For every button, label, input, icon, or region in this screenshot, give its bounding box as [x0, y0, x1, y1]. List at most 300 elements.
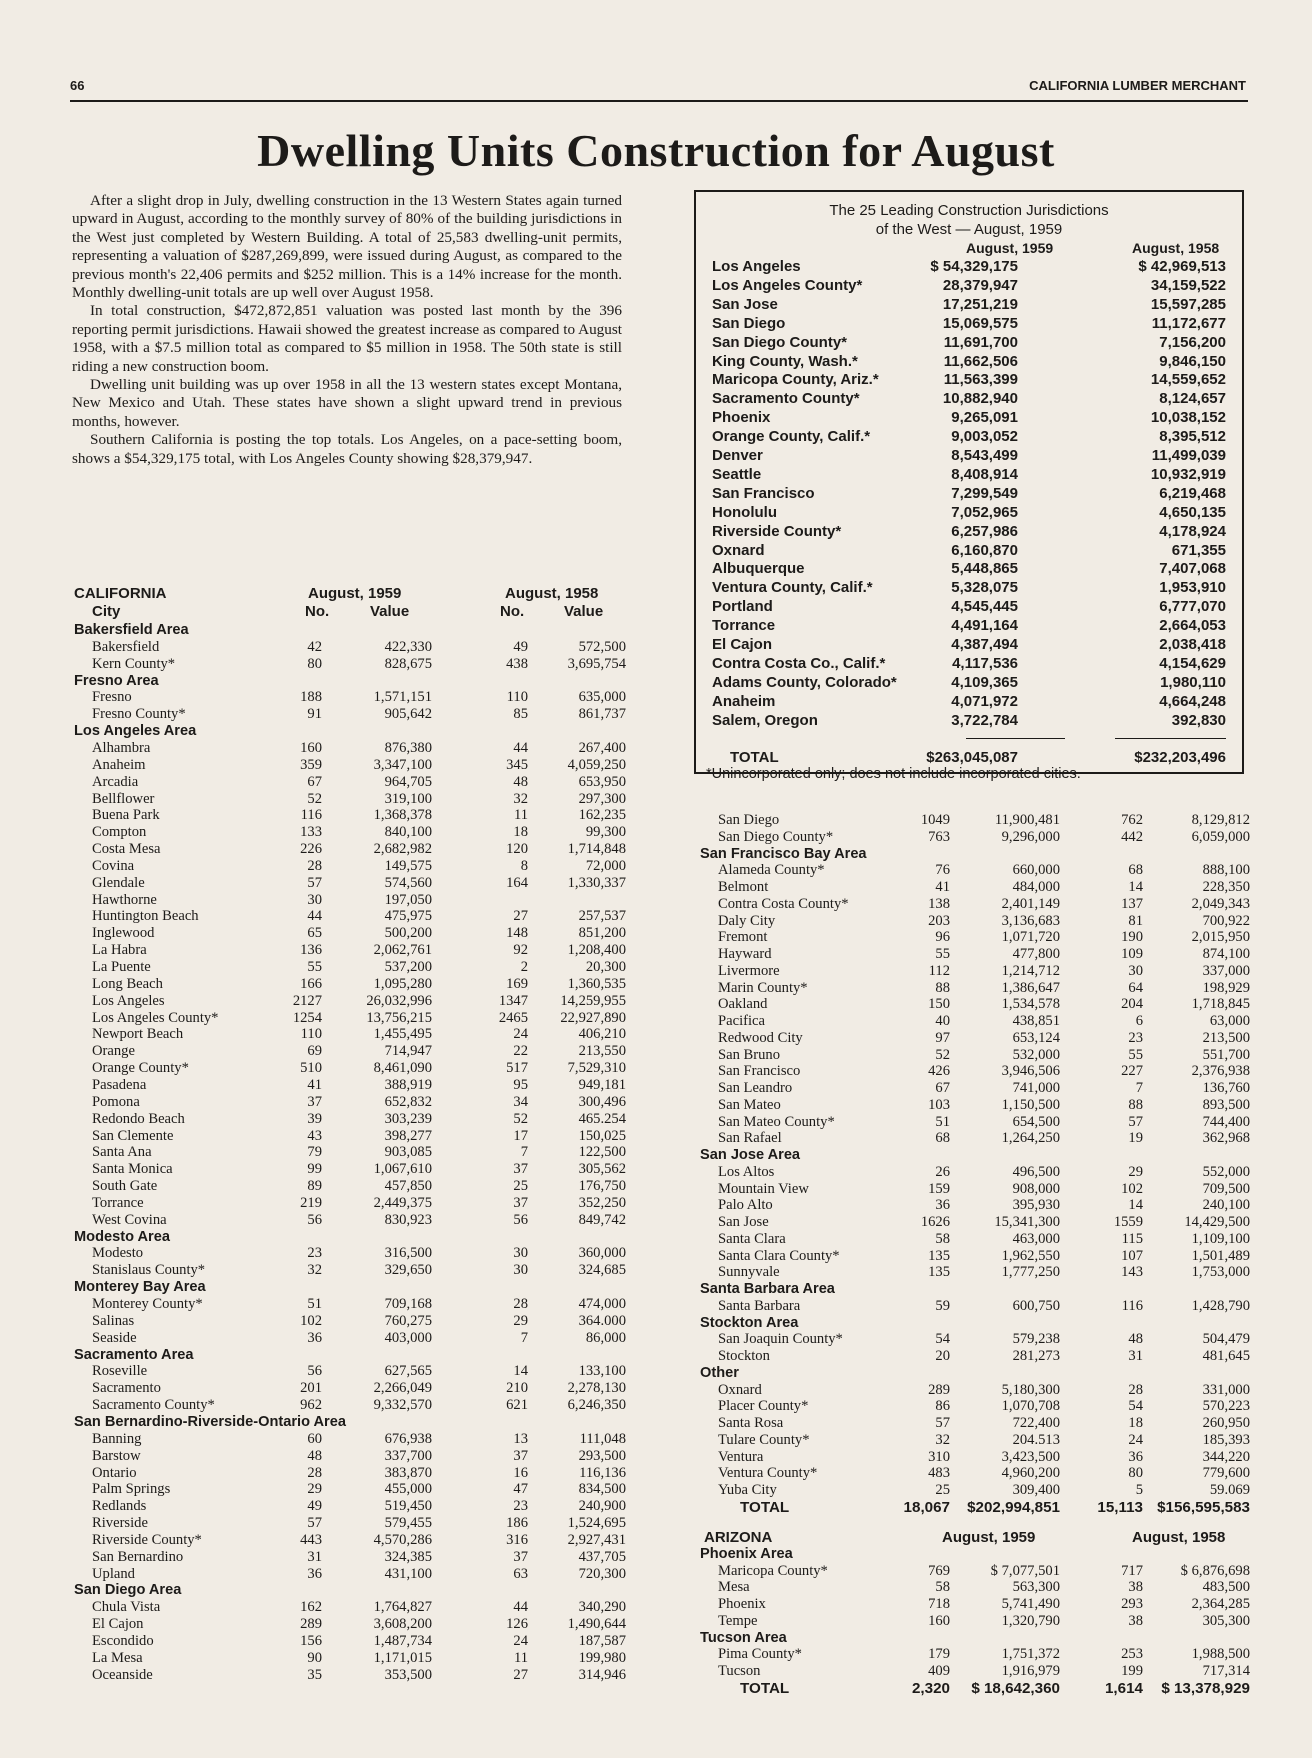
permits-1958: 107 [1121, 1247, 1143, 1264]
total-row [700, 1499, 1250, 1516]
area-heading [74, 723, 626, 740]
leading-jurisdictions-box [694, 190, 1244, 782]
value-1958: $ 6,876,698 [1180, 1562, 1250, 1579]
table-row [700, 1398, 1250, 1415]
leading-value-1959: 4,387,494 [951, 636, 1018, 653]
value-1958: 305,562 [578, 1161, 626, 1178]
value-1959: 422,330 [384, 638, 432, 655]
permits-1959: 80 [307, 655, 322, 672]
table-row [74, 1465, 626, 1482]
value-1958: 297,300 [578, 790, 626, 807]
city-name: Ventura [718, 1448, 764, 1465]
city-name: Newport Beach [92, 1026, 184, 1043]
value-1959: 457,850 [384, 1178, 432, 1195]
leading-row [712, 579, 1226, 598]
value-1959: 3,946,506 [1001, 1063, 1060, 1080]
state-heading-arizona: ARIZONA [704, 1529, 773, 1546]
table-row [700, 812, 1250, 829]
leading-value-1959: 11,691,700 [943, 333, 1018, 351]
value-1959: 5,180,300 [1001, 1381, 1060, 1398]
page-number: 66 [70, 78, 85, 93]
value-1959: 2,449,375 [373, 1194, 432, 1211]
table-row [74, 1060, 626, 1077]
permits-1959: 99 [307, 1161, 322, 1178]
table-row [700, 980, 1250, 997]
table-row [74, 1633, 626, 1650]
permits-1959: 57 [307, 874, 322, 891]
permits-1958: 56 [513, 1211, 528, 1228]
city-name: San Mateo County* [718, 1113, 835, 1130]
leading-row [712, 277, 1226, 296]
permits-1958: 48 [513, 773, 528, 790]
table-row [700, 1164, 1250, 1181]
permits-1959: 58 [935, 1230, 950, 1247]
leading-jurisdiction: Sacramento County* [712, 390, 860, 408]
leading-row [712, 636, 1226, 655]
city-name: San Jose [718, 1214, 769, 1230]
permits-1959: 57 [935, 1415, 950, 1431]
permits-1959: 57 [307, 1515, 322, 1532]
city-name: Roseville [92, 1363, 148, 1380]
table-row [74, 791, 626, 808]
city-name: Santa Monica [92, 1161, 173, 1178]
permits-1958: 95 [513, 1076, 528, 1093]
city-name: La Puente [92, 959, 151, 975]
value-1958: 8,129,812 [1191, 812, 1250, 828]
leading-jurisdiction: Maricopa County, Ariz.* [712, 371, 879, 389]
value-1958: 1,490,644 [567, 1616, 626, 1633]
permits-1958: 27 [513, 908, 528, 925]
permits-1958: 293 [1121, 1596, 1143, 1613]
permits-1959: 718 [928, 1596, 950, 1613]
leading-value-1959: 3,722,784 [951, 711, 1018, 729]
table-row [700, 1047, 1250, 1064]
permits-1959: 18,067 [903, 1498, 950, 1516]
value-1959: $202,994,851 [967, 1498, 1060, 1516]
leading-row [712, 447, 1226, 466]
value-1958: 7,529,310 [567, 1060, 626, 1077]
value-1959: 1,264,250 [1001, 1130, 1060, 1147]
permits-1959: 112 [928, 962, 950, 979]
value-1958: $ 13,378,929 [1161, 1679, 1250, 1697]
table-row [74, 976, 626, 993]
permits-1959: 69 [307, 1043, 322, 1060]
leading-row [712, 560, 1226, 579]
value-1958: 187,587 [578, 1633, 626, 1649]
permits-1959: 54 [935, 1331, 950, 1348]
value-1959: 830,923 [384, 1211, 432, 1228]
value-1958: 481,645 [1202, 1348, 1250, 1364]
table-row [700, 1613, 1250, 1630]
table-row [74, 1262, 626, 1279]
leading-row [712, 504, 1226, 523]
table-row [74, 1650, 626, 1667]
permits-1958: 34 [513, 1093, 528, 1110]
permits-1959: 310 [928, 1448, 950, 1465]
value-1958: 199,980 [578, 1649, 626, 1666]
permits-1958: 11 [513, 807, 528, 824]
city-name: San Rafael [718, 1130, 782, 1147]
permits-1959: 36 [307, 1329, 322, 1346]
city-name: Salinas [92, 1312, 135, 1329]
value-1959: 4,960,200 [1001, 1465, 1060, 1482]
value-1958: 2,278,130 [567, 1380, 626, 1397]
table-row [700, 879, 1250, 896]
leading-value-1958: 11,499,039 [1151, 447, 1226, 464]
table-row [74, 1448, 626, 1465]
permits-1958: 345 [506, 756, 528, 773]
permits-1958: 1,614 [1104, 1679, 1143, 1697]
permits-1959: 138 [928, 895, 950, 912]
leading-footnote: *Unincorporated only; does not include incorporated cities. [706, 766, 1081, 782]
permits-1958: 28 [513, 1296, 528, 1312]
value-1959: 26,032,996 [366, 992, 432, 1009]
permits-1959: 36 [307, 1565, 322, 1582]
permits-1959: 96 [935, 929, 950, 946]
permits-1959: 20 [935, 1348, 950, 1364]
leading-value-1959: 10,882,940 [942, 390, 1018, 408]
leading-jurisdiction: Anaheim [712, 692, 776, 710]
table-row [74, 1431, 626, 1448]
leading-value-1959: 4,071,972 [951, 692, 1018, 710]
city-name: San Francisco [718, 1063, 801, 1080]
value-1959: 676,938 [384, 1430, 432, 1447]
value-1959: 5,741,490 [1001, 1596, 1060, 1613]
permits-1959: 1254 [292, 1009, 322, 1026]
permits-1959: 166 [300, 975, 322, 992]
city-name: Santa Clara County* [718, 1247, 840, 1264]
value-1959: $ 18,642,360 [971, 1679, 1060, 1697]
value-1958: 293,500 [578, 1447, 626, 1464]
permits-1958: 18 [1128, 1415, 1143, 1431]
permits-1959: 65 [307, 925, 322, 942]
permits-1959: 59 [935, 1297, 950, 1314]
city-name: Los Altos [718, 1163, 775, 1180]
leading-jurisdiction: Contra Costa Co., Calif.* [712, 654, 886, 672]
permits-1959: 44 [307, 908, 322, 925]
leading-value-1959: 4,545,445 [951, 598, 1018, 616]
value-1958: 653,950 [578, 773, 626, 790]
permits-1959: 763 [928, 828, 950, 845]
leading-jurisdiction: Riverside County* [712, 522, 842, 540]
value-1958: 888,100 [1202, 862, 1250, 879]
leading-jurisdiction: San Diego [712, 314, 786, 332]
total-row [700, 1680, 1250, 1697]
value-1958: 949,181 [578, 1076, 626, 1093]
permits-1959: 409 [928, 1662, 950, 1679]
city-name: Riverside [92, 1515, 148, 1532]
city-name: Fresno County* [92, 706, 186, 723]
city-name: Phoenix [718, 1596, 766, 1613]
permits-1959: 110 [300, 1026, 322, 1043]
permits-1958: 14 [1128, 1197, 1143, 1214]
leading-row [712, 428, 1226, 447]
city-name: Daly City [718, 912, 776, 929]
leading-row [712, 617, 1226, 636]
value-1958: 162,235 [578, 807, 626, 824]
permits-1958: 5 [1135, 1482, 1143, 1498]
permits-1958: 55 [1128, 1046, 1143, 1063]
value-1959: 722,400 [1012, 1415, 1060, 1431]
value-1958: 133,100 [578, 1363, 626, 1380]
permits-1959: 52 [307, 790, 322, 807]
leading-value-1958: 671,355 [1171, 541, 1226, 559]
permits-1959: 89 [307, 1178, 322, 1195]
value-1958: 228,350 [1202, 879, 1250, 895]
value-1959: 760,275 [384, 1312, 432, 1329]
city-name: Seaside [92, 1329, 137, 1346]
value-1959: 563,300 [1012, 1579, 1060, 1596]
city-name: La Mesa [92, 1649, 143, 1666]
leading-row [712, 296, 1226, 315]
permits-1959: 41 [307, 1076, 322, 1093]
value-1958: 14,429,500 [1184, 1214, 1250, 1230]
permits-1959: 41 [935, 879, 950, 895]
permits-1959: 86 [935, 1398, 950, 1415]
col-header-city: City [92, 603, 121, 620]
permits-1958: 438 [506, 655, 528, 672]
table-row [700, 1579, 1250, 1596]
value-1958: 352,250 [578, 1194, 626, 1211]
permits-1959: 49 [307, 1498, 322, 1515]
value-1959: 500,200 [384, 925, 432, 942]
value-1959: 1,764,827 [373, 1599, 432, 1616]
value-1959: 537,200 [384, 959, 432, 975]
permits-1958: 17 [513, 1127, 528, 1144]
leading-value-1959: 5,328,075 [951, 579, 1018, 597]
table-row [74, 1077, 626, 1094]
value-1959: 309,400 [1012, 1482, 1060, 1498]
permits-1959: 133 [300, 824, 322, 841]
permits-1958: 27 [513, 1666, 528, 1683]
city-name: Banning [92, 1430, 142, 1447]
city-name: Redlands [92, 1498, 147, 1515]
permits-1958: 110 [506, 689, 528, 706]
leading-value-1958: 2,664,053 [1159, 617, 1226, 635]
city-name: Torrance [92, 1194, 144, 1211]
intro-article [72, 192, 622, 468]
area-heading-label: Sacramento Area [74, 1346, 194, 1363]
value-1959: 709,168 [384, 1296, 432, 1312]
table-row [700, 1013, 1250, 1030]
leading-row [712, 390, 1226, 409]
permits-1958: 109 [1121, 946, 1143, 962]
permits-1958: 14 [513, 1363, 528, 1380]
value-1958: 717,314 [1202, 1662, 1250, 1679]
col-header-aug59: August, 1959 [308, 585, 402, 602]
permits-1959: 55 [935, 946, 950, 962]
city-name: Oxnard [718, 1381, 762, 1398]
value-1958: 344,220 [1202, 1448, 1250, 1465]
value-1959: 1,067,610 [373, 1161, 432, 1178]
table-row [700, 1248, 1250, 1265]
table-row [700, 1663, 1250, 1680]
value-1958: 257,537 [578, 908, 626, 925]
permits-1959: 29 [307, 1481, 322, 1498]
leading-value-1959: 28,379,947 [942, 276, 1018, 294]
area-heading [74, 1279, 626, 1296]
table-row [700, 1563, 1250, 1580]
permits-1958: 126 [506, 1616, 528, 1633]
table-row [74, 1161, 626, 1178]
leading-value-1959: 4,117,536 [952, 654, 1018, 672]
table-row [74, 639, 626, 656]
leading-value-1958: $ 42,969,513 [1138, 258, 1226, 275]
value-1959: 652,832 [384, 1093, 432, 1110]
value-1959: 1,150,500 [1001, 1096, 1060, 1113]
value-1958: 1,330,337 [567, 874, 626, 891]
permits-1958: 30 [513, 1245, 528, 1262]
value-1958: 240,100 [1202, 1197, 1250, 1214]
value-1959: 403,000 [384, 1329, 432, 1346]
leading-jurisdiction: Oxnard [712, 541, 765, 559]
permits-1958: 80 [1128, 1465, 1143, 1482]
value-1959: 1,455,495 [373, 1026, 432, 1043]
area-heading-label: Other [700, 1364, 739, 1381]
value-1958: 260,950 [1202, 1415, 1250, 1431]
permits-1959: 48 [307, 1447, 322, 1464]
permits-1959: 56 [307, 1211, 322, 1228]
permits-1958: 36 [1128, 1448, 1143, 1465]
value-1959: 9,296,000 [1001, 828, 1060, 845]
leading-value-1959: 8,543,499 [951, 447, 1018, 464]
value-1958: 744,400 [1202, 1113, 1250, 1130]
value-1959: 281,273 [1012, 1348, 1060, 1364]
value-1958: 2,364,285 [1191, 1596, 1250, 1613]
city-name: Livermore [718, 962, 780, 979]
value-1958: 3,695,754 [567, 655, 626, 672]
value-1958: 331,000 [1202, 1381, 1250, 1398]
leading-value-1959: 7,299,549 [951, 484, 1018, 502]
city-name: Stockton [718, 1348, 770, 1364]
leading-value-1958: 7,156,200 [1159, 333, 1226, 351]
value-1959: 2,062,761 [373, 942, 432, 959]
permits-1958: 30 [513, 1262, 528, 1279]
city-name: Chula Vista [92, 1599, 161, 1616]
value-1959: $ 7,077,501 [990, 1562, 1060, 1579]
permits-1959: 116 [300, 807, 322, 824]
value-1958: 72,000 [585, 857, 626, 874]
permits-1959: 1049 [920, 812, 950, 828]
table-row [74, 908, 626, 925]
permits-1958: 19 [1128, 1130, 1143, 1147]
leading-value-1959: 7,052,965 [951, 503, 1018, 521]
city-name: Santa Ana [92, 1144, 152, 1161]
value-1958: 635,000 [578, 689, 626, 706]
value-1958: 893,500 [1202, 1096, 1250, 1113]
permits-1959: 90 [307, 1649, 322, 1666]
area-heading [700, 1147, 1250, 1164]
value-1958: 1,714,848 [567, 841, 626, 858]
city-name: San Diego [718, 812, 780, 828]
value-1959: 319,100 [384, 790, 432, 807]
area-heading [700, 846, 1250, 863]
value-1958: 364.000 [578, 1312, 626, 1329]
city-name: Pacifica [718, 1013, 765, 1029]
leading-jurisdiction: Los Angeles [712, 258, 801, 275]
value-1959: 532,000 [1012, 1046, 1060, 1063]
area-heading [74, 1229, 626, 1246]
table-row [700, 1214, 1250, 1231]
city-name: Santa Rosa [718, 1415, 784, 1431]
city-name: Placer County* [718, 1398, 809, 1415]
permits-1959: 426 [928, 1063, 950, 1080]
leading-jurisdiction: Denver [712, 447, 763, 464]
table-row [74, 892, 626, 909]
leading-row [712, 598, 1226, 617]
value-1959: 13,756,215 [366, 1009, 432, 1026]
value-1958: 6,246,350 [567, 1397, 626, 1414]
leading-jurisdiction: Salem, Oregon [712, 711, 818, 729]
city-name: Santa Barbara [718, 1297, 801, 1314]
leading-value-1959: 17,251,219 [942, 295, 1018, 313]
leading-col-1959: August, 1959 [966, 240, 1054, 256]
leading-row [712, 466, 1226, 485]
table-row [700, 1080, 1250, 1097]
value-1958: 362,968 [1202, 1130, 1250, 1147]
area-heading [74, 673, 626, 690]
area-heading-label: Monterey Bay Area [74, 1279, 206, 1296]
leading-value-1958: 11,172,677 [1151, 314, 1226, 332]
table-row [74, 740, 626, 757]
value-1959: 964,705 [384, 773, 432, 790]
table-row [74, 1010, 626, 1027]
permits-1958: 14 [1128, 879, 1143, 895]
intro-paragraph: After a slight drop in July, dwelling construction in the 13 Western States again turned upward in August, according to the monthly survey of 80% of the building jurisdictions in the West just completed by Western Building. A total of 25,583 dwelling-unit permits, representing a valuation of $287,269,899, were issued during August, as compared to the previous month's 22,406 permits and $252 million. This is a 14% increase for the month. Monthly dwelling-unit totals are up well over August 1958. [72, 192, 622, 302]
permits-1958: 88 [1128, 1096, 1143, 1113]
city-name: Mesa [718, 1579, 750, 1596]
leading-value-1958: 6,219,468 [1159, 484, 1226, 502]
value-1959: 4,570,286 [373, 1531, 432, 1548]
area-heading [74, 1414, 626, 1431]
value-1959: 1,386,647 [1001, 979, 1060, 996]
value-1958: 337,000 [1202, 962, 1250, 979]
value-1958: 700,922 [1202, 912, 1250, 929]
permits-1959: 483 [928, 1465, 950, 1482]
value-1959: 15,341,300 [994, 1214, 1060, 1230]
leading-value-1958: 6,777,070 [1159, 598, 1226, 616]
table-row [74, 1313, 626, 1330]
city-name: Marin County* [718, 979, 808, 996]
value-1959: 519,450 [384, 1498, 432, 1515]
table-row [700, 1298, 1250, 1315]
city-name: Anaheim [92, 756, 146, 773]
leading-row [712, 258, 1226, 277]
permits-1959: 39 [307, 1110, 322, 1127]
city-name: Stanislaus County* [92, 1262, 206, 1279]
table-row [74, 807, 626, 824]
permits-1958: 762 [1121, 812, 1143, 828]
permits-1959: 201 [300, 1380, 322, 1397]
value-1958: 122,500 [578, 1144, 626, 1161]
value-1959: 431,100 [384, 1565, 432, 1582]
leading-jurisdiction: Albuquerque [712, 560, 805, 578]
value-1958: 1,988,500 [1191, 1646, 1250, 1663]
value-1959: 1,571,151 [373, 689, 432, 706]
permits-1958: 717 [1121, 1562, 1143, 1579]
table-row [74, 656, 626, 673]
area-heading-label: San Bernardino-Riverside-Ontario Area [74, 1413, 346, 1430]
leading-total-rule-1959 [966, 738, 1065, 739]
table-row [700, 862, 1250, 879]
value-1958: 4,059,250 [567, 756, 626, 773]
table-row [74, 1363, 626, 1380]
permits-1958: 442 [1121, 828, 1143, 845]
leading-total-1959: $263,045,087 [926, 749, 1018, 766]
value-1958: 150,025 [578, 1127, 626, 1144]
leading-value-1958: 2,038,418 [1159, 636, 1226, 653]
value-1958: 849,742 [578, 1211, 626, 1228]
